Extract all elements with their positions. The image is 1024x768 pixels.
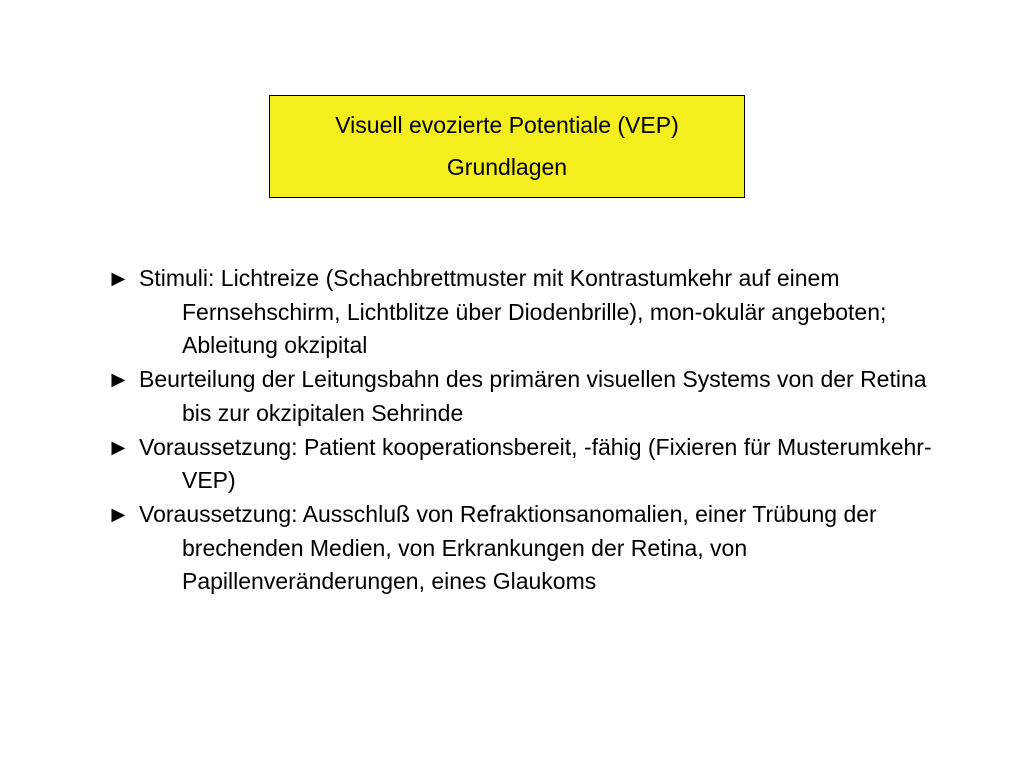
title-box: [269, 95, 745, 198]
bullet-text: Beurteilung der Leitungsbahn des primären visuellen Systems von der Retina bis zur okzipitalen Sehrinde: [139, 366, 927, 426]
bullet-text: Stimuli: Lichtreize (Schachbrettmuster mit Kontrastumkehr auf einem Fernsehschirm, Lichtblitze über Diodenbrille), mon-okulär angeboten; Ableitung okzipital: [139, 265, 887, 359]
slide-subtitle: Grundlagen: [446, 154, 568, 180]
bullet-item: [107, 431, 937, 498]
bullet-arrow-icon: ►: [107, 265, 130, 291]
bullet-item: [107, 262, 937, 363]
bullet-item: [107, 363, 937, 430]
bullet-list: [107, 262, 937, 599]
slide-title: Visuell evozierte Potentiale (VEP): [335, 112, 679, 138]
bullet-arrow-icon: ►: [107, 500, 130, 527]
bullet-arrow-icon: ►: [107, 433, 130, 460]
bullet-text: Voraussetzung: Patient kooperationsbereit, -fähig (Fixieren für Musterumkehr-VEP): [139, 433, 932, 494]
bullet-arrow-icon: ►: [107, 366, 130, 393]
bullet-text: Voraussetzung: Ausschluß von Refraktionsanomalien, einer Trübung der brechenden Medien, von Erkrankungen der Retina, von Papillenveränderungen, eines Glaukoms: [139, 500, 877, 595]
bullet-item: [107, 498, 937, 599]
